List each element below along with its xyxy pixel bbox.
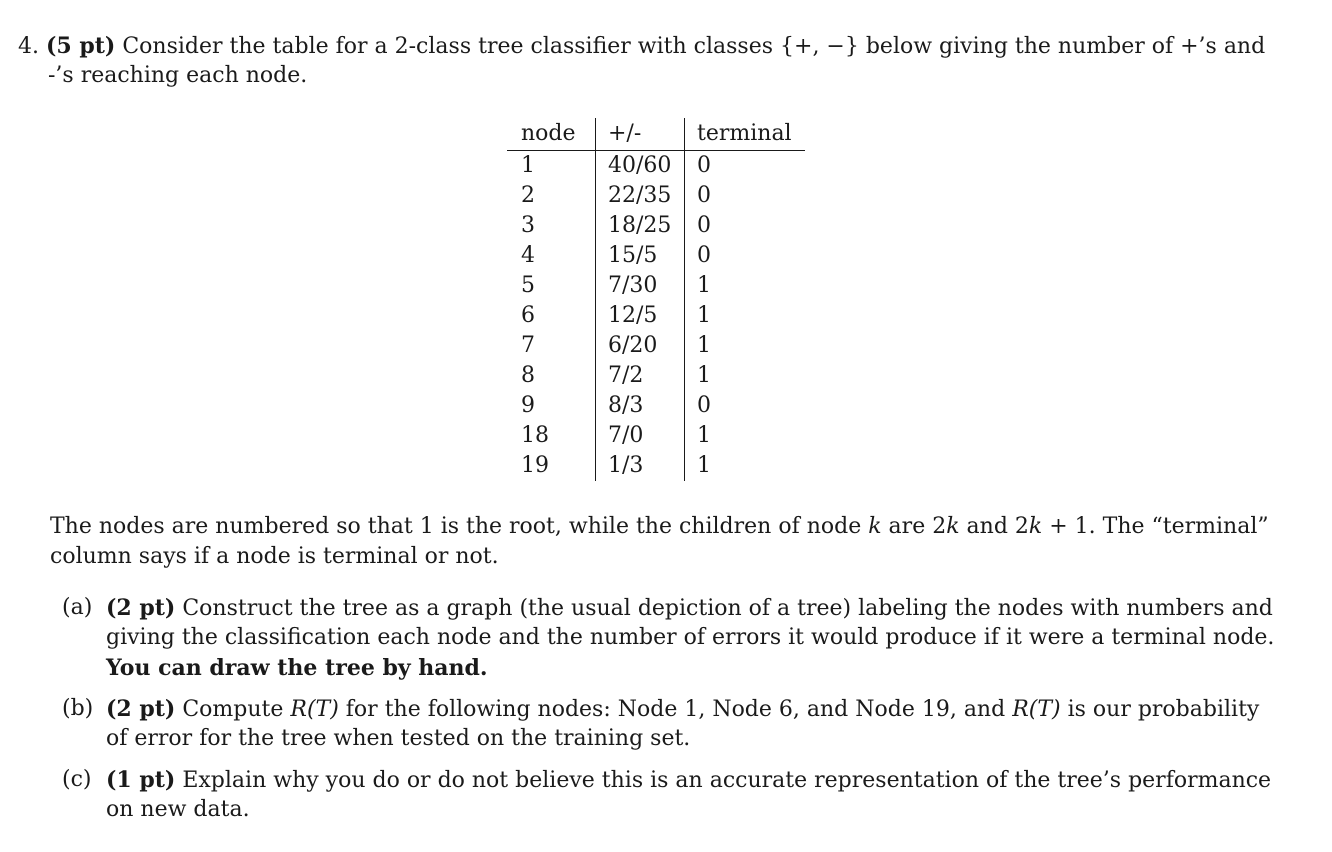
math-k: k	[1028, 514, 1043, 539]
part-c-label: (c)	[62, 767, 92, 792]
node-cell: 5	[521, 273, 535, 298]
header-terminal: terminal	[685, 118, 806, 151]
ratio-cell: 1/3	[596, 451, 685, 481]
problem-intro-text: Consider the table for a 2-class tree classifier with classes {+, −} below giving the number of +’s and	[115, 34, 1266, 59]
math-r-of-t: R(T)	[290, 697, 339, 722]
table-row	[507, 331, 805, 361]
terminal-cell: 1	[685, 421, 806, 451]
description-line-2: column says if a node is terminal or not.	[50, 544, 499, 569]
problem-points: (5 pt)	[45, 33, 116, 59]
part-a-points: (2 pt)	[106, 595, 176, 621]
table-row	[507, 271, 805, 301]
problem-intro-line-1	[18, 31, 1265, 62]
terminal-cell: 0	[685, 211, 806, 241]
part-c-line-2: on new data.	[106, 797, 250, 822]
ratio-cell: 8/3	[596, 391, 685, 421]
node-cell: 19	[521, 453, 549, 478]
node-cell: 6	[521, 303, 535, 328]
node-cell: 3	[521, 213, 535, 238]
table-header-row	[507, 118, 805, 151]
node-cell: 7	[521, 333, 535, 358]
part-a-line-2: giving the classification each node and the number of errors it would produce if it were a terminal node.	[106, 625, 1275, 650]
ratio-cell: 7/0	[596, 421, 685, 451]
terminal-cell: 1	[685, 361, 806, 391]
ratio-cell: 40/60	[596, 151, 685, 182]
ratio-cell: 22/35	[596, 181, 685, 211]
part-a-line-3: You can draw the tree by hand.	[106, 655, 488, 681]
part-b-line-2: of error for the tree when tested on the training set.	[106, 726, 691, 751]
table-row	[507, 181, 805, 211]
part-b-points: (2 pt)	[106, 696, 176, 722]
part-b-label: (b)	[62, 696, 94, 721]
table-row	[507, 421, 805, 451]
ratio-cell: 6/20	[596, 331, 685, 361]
ratio-cell: 7/30	[596, 271, 685, 301]
node-cell: 9	[521, 393, 535, 418]
terminal-cell: 0	[685, 181, 806, 211]
part-a-text: Construct the tree as a graph (the usual depiction of a tree) labeling the nodes with numbers and	[175, 596, 1273, 621]
table-row	[507, 391, 805, 421]
table-row	[507, 151, 805, 182]
ratio-cell: 18/25	[596, 211, 685, 241]
math-k: k	[946, 514, 960, 539]
terminal-cell: 0	[685, 151, 806, 182]
ratio-cell: 12/5	[596, 301, 685, 331]
part-c-points: (1 pt)	[106, 767, 176, 793]
node-table	[507, 118, 805, 481]
node-cell: 2	[521, 183, 535, 208]
table-row	[507, 241, 805, 271]
terminal-cell: 1	[685, 451, 806, 481]
math-r-of-t: R(T)	[1012, 697, 1061, 722]
table-row	[507, 211, 805, 241]
node-cell: 18	[521, 423, 549, 448]
node-cell: 1	[521, 153, 535, 178]
part-a-line-1	[106, 593, 1273, 624]
terminal-cell: 1	[685, 331, 806, 361]
description-line-1	[50, 512, 1269, 542]
header-ratio: +/-	[596, 118, 685, 151]
node-cell: 8	[521, 363, 535, 388]
part-b-text-c: is our probability	[1060, 697, 1260, 722]
problem-intro-line-2: -’s reaching each node.	[48, 63, 308, 88]
description-text-c: and 2	[959, 514, 1029, 539]
part-a-label: (a)	[62, 595, 93, 620]
ratio-cell: 7/2	[596, 361, 685, 391]
part-b-line-1	[106, 694, 1259, 725]
terminal-cell: 1	[685, 271, 806, 301]
header-node: node	[521, 121, 576, 146]
table-row	[507, 361, 805, 391]
terminal-cell: 1	[685, 301, 806, 331]
description-text-d: + 1. The “terminal”	[1042, 514, 1269, 539]
terminal-cell: 0	[685, 241, 806, 271]
part-c-text: Explain why you do or do not believe this is an accurate representation of the tree’s performance	[175, 768, 1272, 793]
description-text-a: The nodes are numbered so that 1 is the root, while the children of node	[50, 514, 869, 539]
part-c-line-1	[106, 765, 1271, 796]
node-cell: 4	[521, 243, 535, 268]
table-body	[507, 151, 805, 482]
part-b-text-b: for the following nodes: Node 1, Node 6, and Node 19, and	[338, 697, 1013, 722]
table-row	[507, 301, 805, 331]
description-text-b: are 2	[881, 514, 947, 539]
math-k: k	[868, 514, 882, 539]
problem-number: 4.	[18, 34, 46, 59]
ratio-cell: 15/5	[596, 241, 685, 271]
terminal-cell: 0	[685, 391, 806, 421]
part-b-text-a: Compute	[175, 697, 291, 722]
table-row	[507, 451, 805, 481]
